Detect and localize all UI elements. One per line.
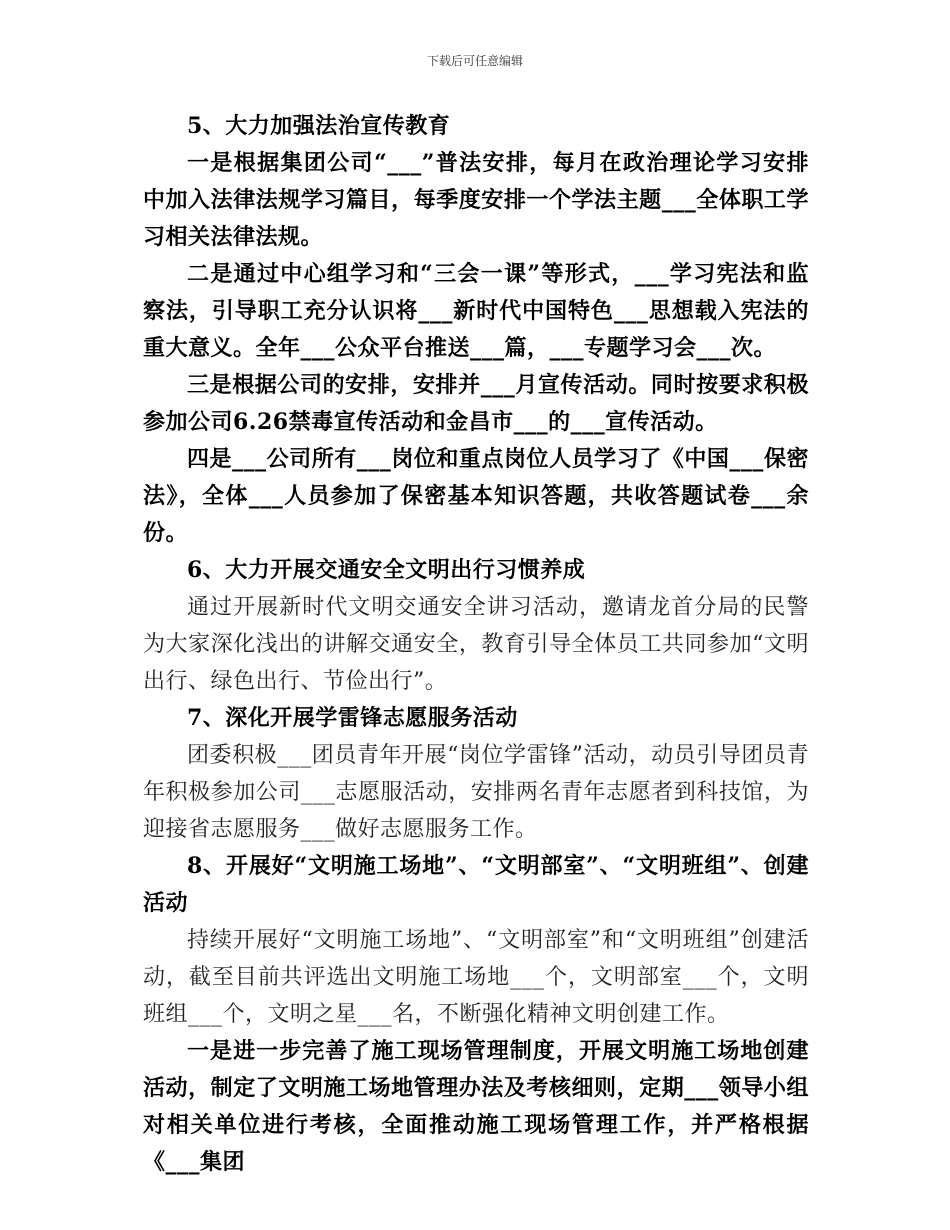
section-heading-8: 8、开展好“文明施工场地”、“文明部室”、“文明班组”、创建活动 (143, 853, 809, 916)
paragraph-point-1: 一是根据集团公司“___”普法安排，每月在政治理论学习安排中加入法律法规学习篇目，每季度安排一个学法主题___全体职工学习相关法律法规。 (143, 150, 809, 250)
document-body (143, 108, 809, 1181)
section-heading-6: 6、大力开展交通安全文明出行习惯养成 (187, 557, 586, 583)
paragraph-point-4: 四是___公司所有___岗位和重点岗位人员学习了《中国___保密法》，全体___人员参加了保密基本知识答题，共收答题试卷___余份。 (143, 446, 809, 546)
paragraph-volunteer: 团委积极___团员青年开展“岗位学雷锋”活动，动员引导团员青年积极参加公司___志愿服活动，安排两名青年志愿者到科技馆，为迎接省志愿服务___做好志愿服务工作。 (143, 743, 809, 842)
paragraph-point-2: 二是通过中心组学习和“三会一课”等形式，___学习宪法和监察法，引导职工充分认识将___新时代中国特色___思想载入宪法的重大意义。全年___公众平台推送___篇，___专题学习会___次。 (143, 261, 809, 361)
section-heading-5: 5、大力加强法治宣传教育 (187, 113, 451, 139)
section-heading-7: 7、深化开展学雷锋志愿服务活动 (187, 705, 518, 731)
paragraph-traffic-safety: 通过开展新时代文明交通安全讲习活动，邀请龙首分局的民警为大家深化浅出的讲解交通安全，教育引导全体员工共同参加“文明出行、绿色出行、节俭出行”。 (143, 595, 809, 694)
paragraph-point-3: 三是根据公司的安排，安排并___月宣传活动。同时按要求积极参加公司6.26禁毒宣传活动和金昌市___的___宣传活动。 (143, 372, 809, 435)
page-header: 下载后可任意编辑 (426, 54, 523, 68)
paragraph-construction-site: 一是进一步完善了施工现场管理制度，开展文明施工场地创建活动，制定了文明施工场地管理办法及考核细则，定期___领导小组对相关单位进行考核，全面推动施工现场管理工作，并严格根据《___集团 (143, 1038, 809, 1175)
paragraph-civilization: 持续开展好“文明施工场地”、“文明部室”和“文明班组”创建活动，截至目前共评选出文明施工场地___个，文明部室___个，文明班组___个，文明之星___名，不断强化精神文明创建工作。 (143, 928, 809, 1027)
